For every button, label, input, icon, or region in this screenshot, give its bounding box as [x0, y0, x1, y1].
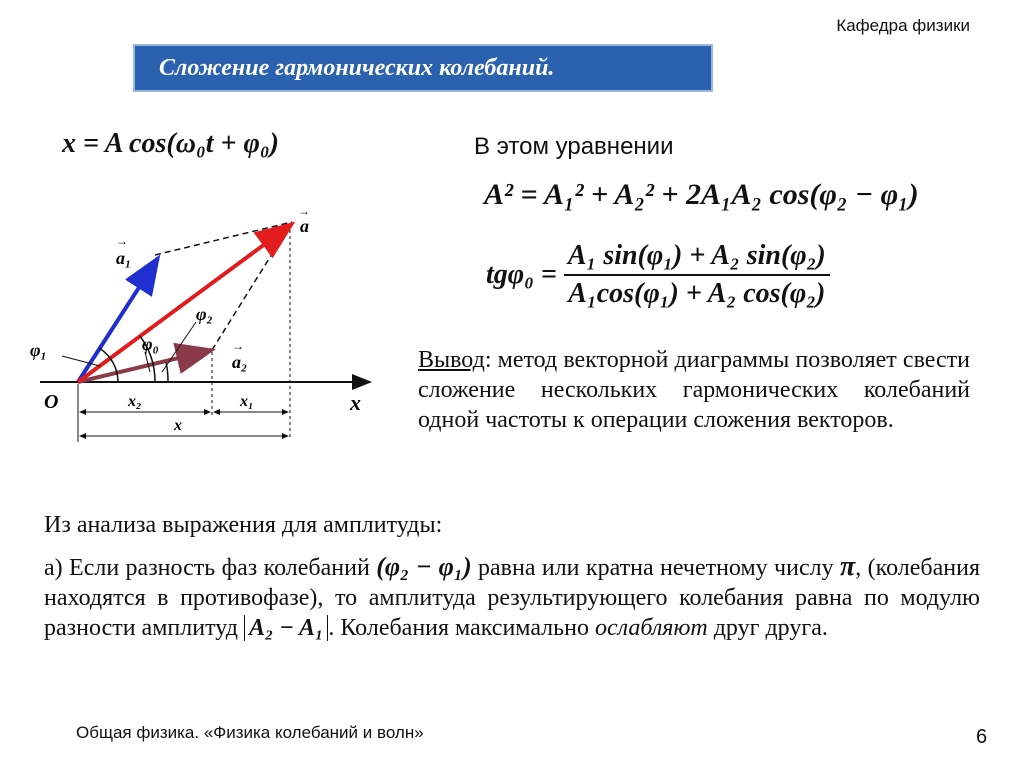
footer-course: Общая физика. «Физика колебаний и волн» — [76, 723, 424, 742]
conclusion-label: Вывод — [418, 347, 485, 373]
harmonic-equation: x = A cos(ω₀t + φ₀) — [62, 128, 279, 159]
case-a-end: друг друга. — [713, 615, 828, 641]
label-x: x — [174, 417, 182, 434]
slide-title: Сложение гармонических колебаний. — [159, 54, 555, 81]
phi0-pointer — [145, 352, 150, 372]
phase-equation-lhs: tgφ₀ = — [486, 259, 557, 290]
case-a-mid3: . Колебания максимально — [328, 615, 589, 641]
amplitude-difference: A₂ − A₁ — [244, 615, 328, 641]
pi-symbol: π — [839, 551, 856, 582]
case-a-mid1: равна или кратна нечетному числу — [478, 555, 834, 581]
conclusion-text: : метод векторной диаграммы позволяет свести сложение нескольких гармонических колебаний одной частоты к операции сложения векторов. — [418, 347, 970, 433]
phi2-pointer — [162, 322, 196, 372]
label-a1-arrow: → — [116, 234, 128, 248]
amplitude-equation: A² = A₁² + A₂² + 2A₁A₂ cos(φ₂ − φ₁) — [484, 178, 919, 211]
label-a2-arrow: → — [232, 339, 244, 353]
label-a-arrow: → — [298, 204, 310, 218]
label-phi2: φ₂ — [196, 304, 213, 324]
phase-denominator: A₁cos(φ₁) + A₂ cos(φ₂) — [568, 278, 826, 309]
label-a1: a₁ — [116, 248, 132, 268]
vector-diagram — [0, 0, 420, 460]
phase-equation — [486, 240, 830, 310]
case-a-paragraph — [44, 552, 980, 643]
emphasis-word: ослабляют — [594, 615, 708, 641]
label-x-axis: x — [350, 390, 361, 415]
phase-fraction — [564, 240, 830, 310]
dashed-line-a2-a — [212, 222, 292, 350]
page-number: 6 — [976, 726, 988, 748]
label-phi0: φ₀ — [142, 334, 159, 354]
analysis-intro: Из анализа выражения для амплитуды: — [44, 512, 443, 538]
case-a-start: а) Если разность фаз колебаний — [44, 555, 370, 581]
case-a-mid2: , (колебания находятся в противофазе), то амплитуда результирующего колебания равна по модулю разности амплитуд — [44, 555, 981, 641]
equation-intro: В этом уравнении — [474, 133, 674, 160]
conclusion-paragraph — [418, 345, 970, 435]
phase-numerator: A₁ sin(φ₁) + A₂ sin(φ₂) — [564, 240, 830, 276]
phase-difference: (φ₂ − φ₁) — [376, 552, 472, 581]
label-a: a — [300, 216, 309, 236]
label-x2: x₂ — [128, 393, 142, 410]
label-origin: O — [44, 391, 59, 413]
label-phi1: φ₁ — [30, 340, 47, 360]
label-a2: a₂ — [232, 352, 248, 372]
label-x1: x₁ — [240, 393, 254, 410]
department-label: Кафедра физики — [836, 16, 970, 35]
